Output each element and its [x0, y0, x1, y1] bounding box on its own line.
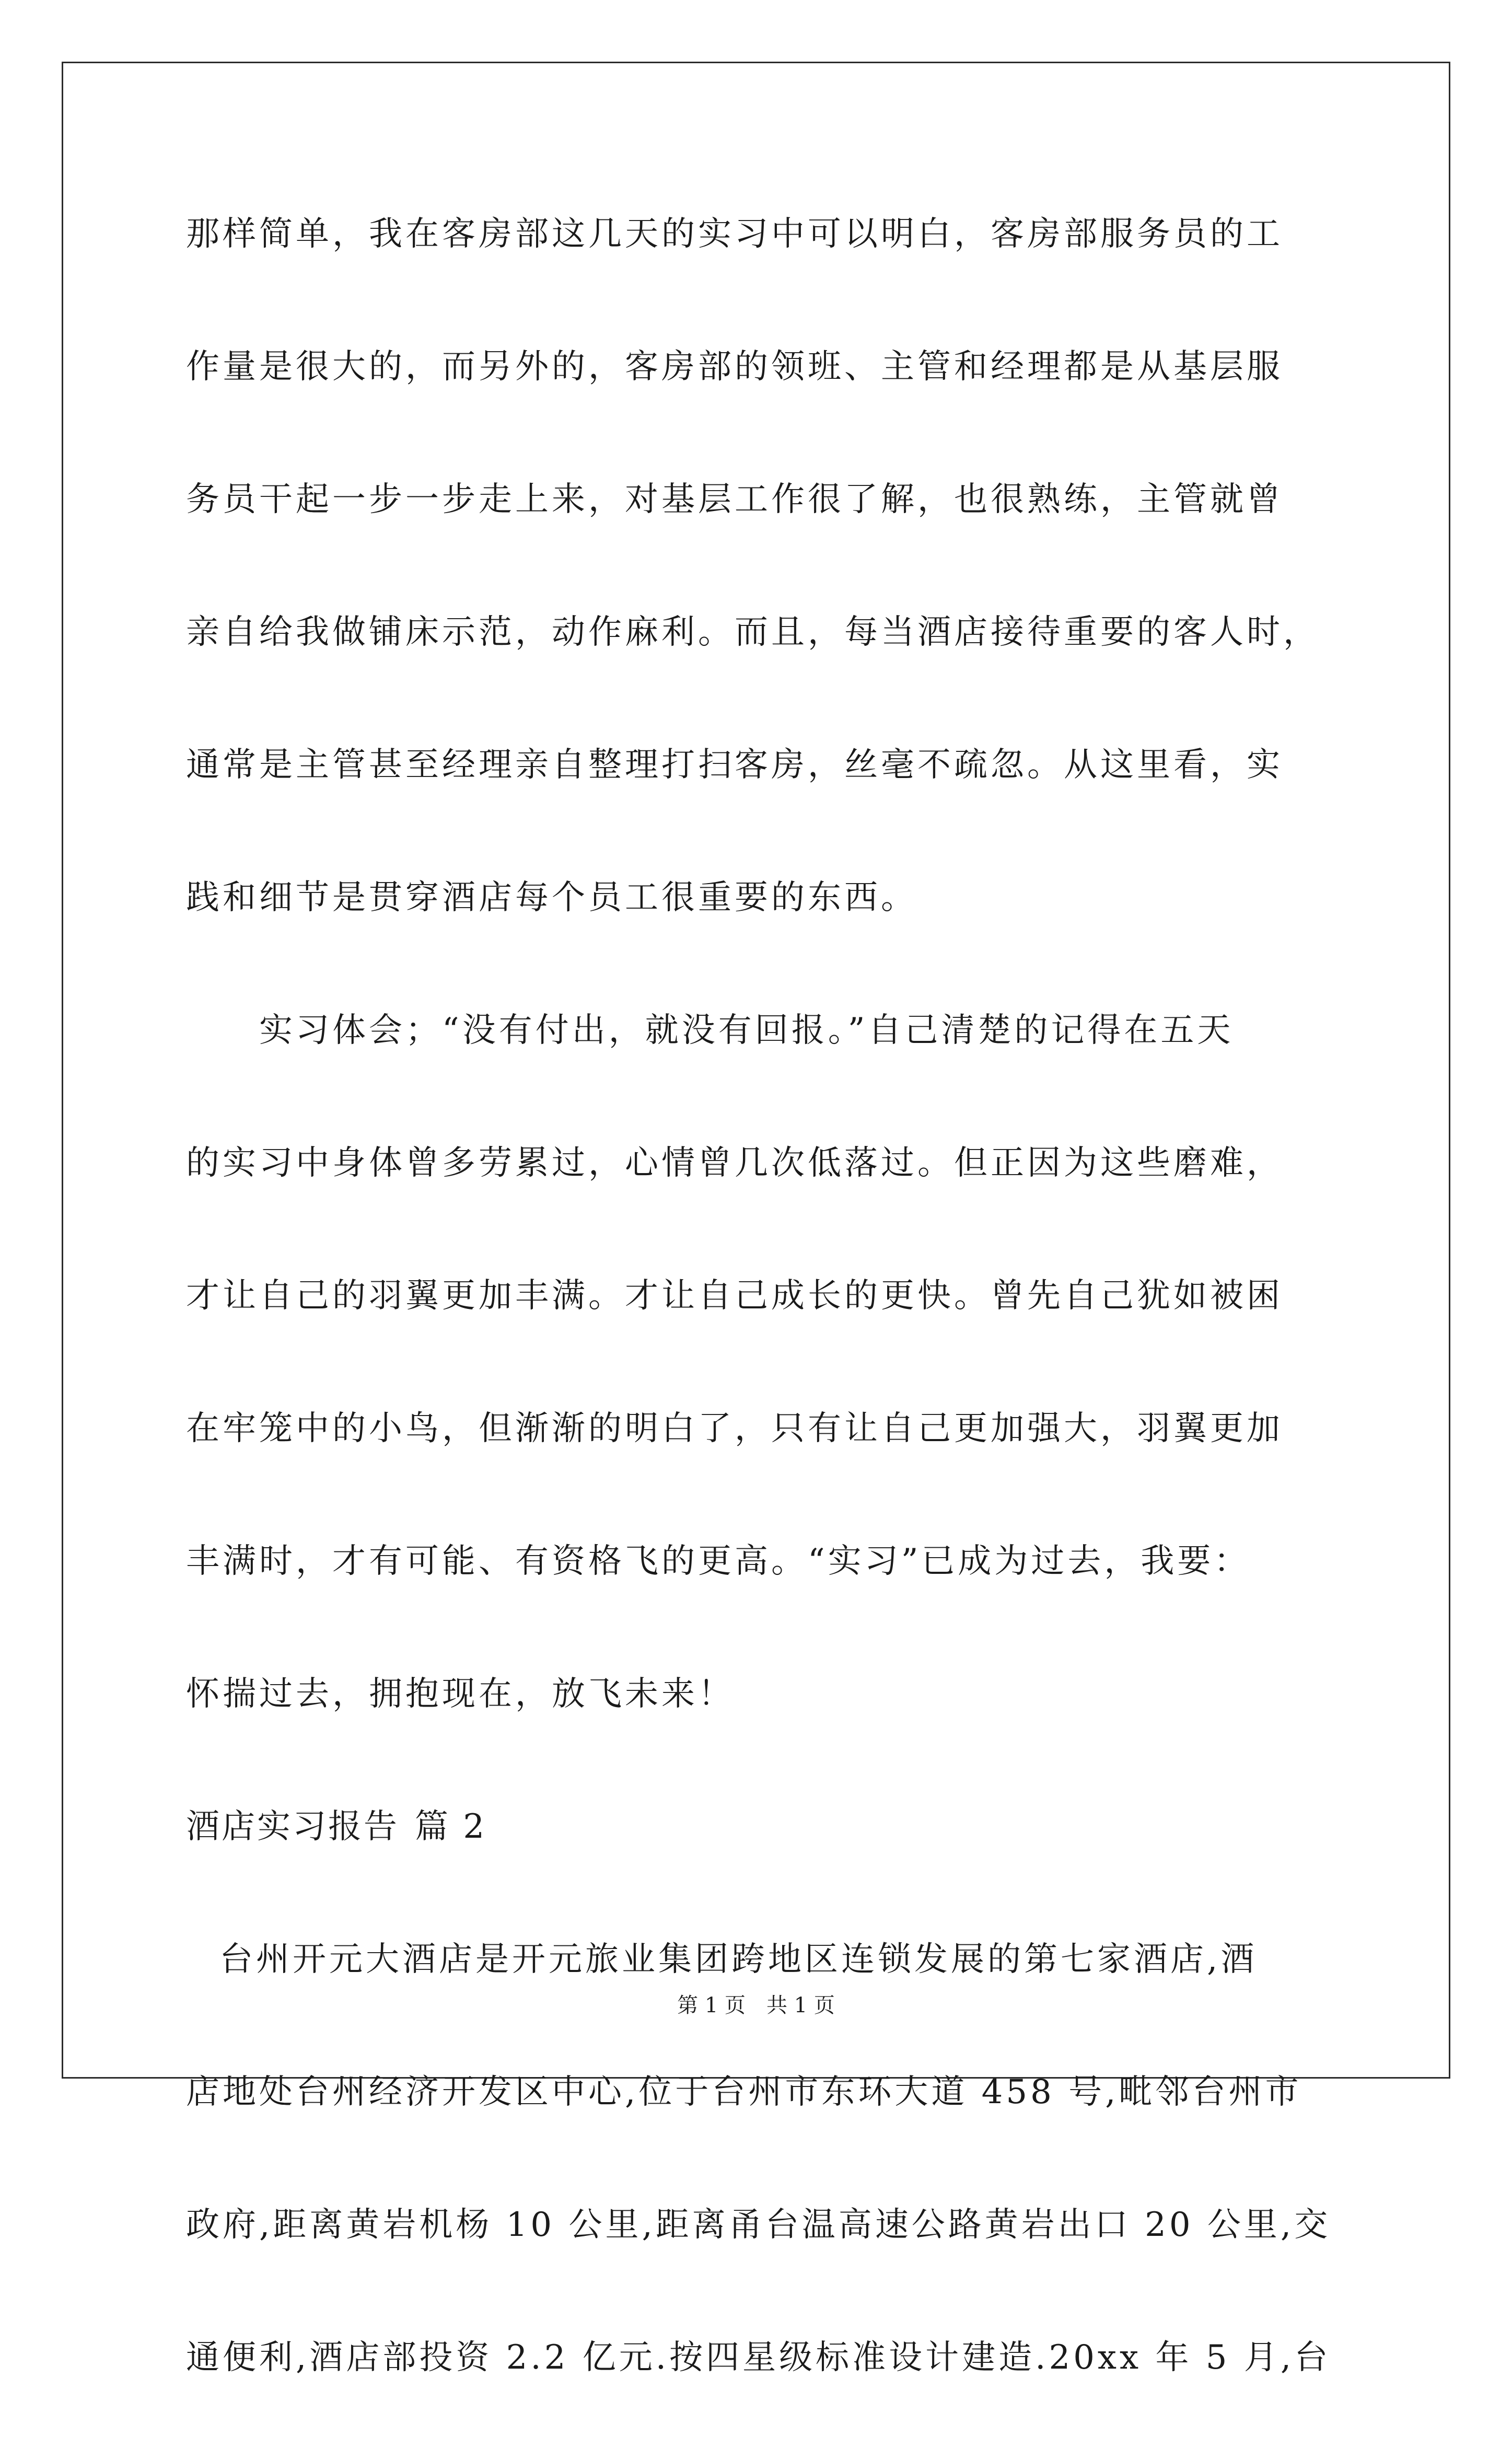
- text-line: 践和细节是贯穿酒店每个员工很重要的东西。: [186, 878, 917, 917]
- text-line: 政府,距离黄岩机杨 10 公里,距离甬台温高速公路黄岩出口 20 公里,交: [186, 2206, 1331, 2244]
- text-line: 在牢笼中的小鸟，但渐渐的明白了，只有让自己更加强大，羽翼更加: [186, 1409, 1283, 1448]
- text-line: 怀揣过去，拥抱现在，放飞未来！: [186, 1675, 735, 1713]
- heading-title: 酒店实习报告: [186, 1807, 399, 1846]
- text-line: 的实习中身体曾多劳累过，心情曾几次低落过。但正因为这些磨难，: [186, 1144, 1283, 1182]
- text-line: 台州开元大酒店是开元旅业集团跨地区连锁发展的第七家酒店,酒: [219, 1940, 1258, 1979]
- text-line: 实习体会；“没有付出，就没有回报。”自己清楚的记得在五天: [259, 1011, 1234, 1050]
- paragraph-2: [186, 999, 1335, 1795]
- heading-part: 篇 2: [415, 1807, 487, 1846]
- page-footer: [0, 1990, 1512, 2021]
- page-total: 共 1 页: [766, 1993, 835, 2017]
- text-line: 那样简单，我在客房部这几天的实习中可以明白，客房部服务员的工: [186, 215, 1283, 253]
- page-number: 第 1 页: [677, 1993, 746, 2017]
- text-line: 通常是主管甚至经理亲自整理打扫客房，丝毫不疏忽。从这里看，实: [186, 746, 1283, 784]
- text-line: 通便利,酒店部投资 2.2 亿元.按四星级标准设计建造.20xx 年 5 月,台: [186, 2338, 1331, 2377]
- text-line: 作量是很大的，而另外的，客房部的领班、主管和经理都是从基层服: [186, 347, 1283, 386]
- document-body: [186, 203, 1335, 2459]
- text-line: 务员干起一步一步走上来，对基层工作很了解，也很熟练，主管就曾: [186, 480, 1283, 519]
- section-heading: [186, 1795, 1335, 1928]
- paragraph-1: [186, 203, 1335, 999]
- text-line: 亲自给我做铺床示范，动作麻利。而且，每当酒店接待重要的客人时，: [186, 613, 1320, 652]
- text-line: 才让自己的羽翼更加丰满。才让自己成长的更快。曾先自己犹如被困: [186, 1277, 1283, 1315]
- text-line: 店地处台州经济开发区中心,位于台州市东环大道 458 号,毗邻台州市: [186, 2073, 1302, 2112]
- text-line: 丰满时，才有可能、有资格飞的更高。“实习”已成为过去，我要：: [186, 1542, 1251, 1581]
